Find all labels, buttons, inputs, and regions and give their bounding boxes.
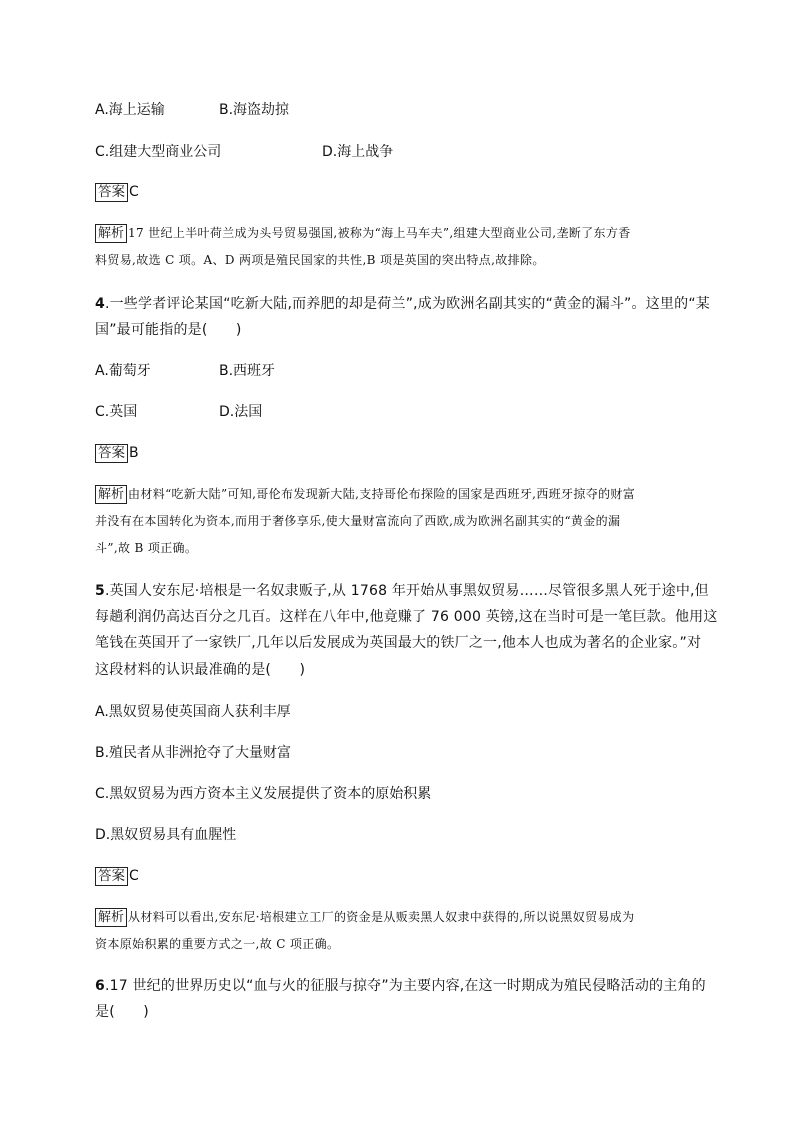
- q3-explanation-line-1: [95, 224, 631, 243]
- q5-stem-line-1: [95, 581, 709, 601]
- explanation-text: 从材料可以看出,安东尼·培根建立工厂的资金是从贩卖黑人奴隶中获得的,所以说黑奴贸易成为: [128, 910, 635, 924]
- q4-option-c: C.英国: [95, 404, 138, 420]
- answer-value: C: [129, 184, 139, 200]
- q5-explanation-line-1: [95, 908, 635, 927]
- q3-option-c: C.组建大型商业公司: [95, 144, 222, 160]
- q4-stem-line-1: [95, 294, 710, 314]
- q4-option-a: A.葡萄牙: [95, 363, 151, 379]
- question-text: .17 世纪的世界历史以“血与火的征服与掠夺”为主要内容,在这一时期成为殖民侵略活动的主角的: [104, 978, 706, 994]
- explanation-label: 解析: [95, 485, 127, 504]
- question-text: .英国人安东尼·培根是一名奴隶贩子,从 1768 年开始从事黑奴贸易……尽管很多黑人死于途中,但: [104, 583, 709, 599]
- explanation-label: 解析: [95, 224, 127, 243]
- q5-option-a: A.黑奴贸易使英国商人获利丰厚: [95, 704, 291, 720]
- answer-value: C: [129, 868, 139, 884]
- question-text: .一些学者评论某国“吃新大陆,而养肥的却是荷兰”,成为欧洲名副其实的“黄金的漏斗”。这里的“某: [104, 296, 710, 312]
- q5-stem-line-3: 笔钱在英国开了一家铁厂,几年以后发展成为英国最大的铁厂之一,他本人也成为著名的企业家。”对: [95, 635, 702, 651]
- q6-stem-line-1: [95, 976, 706, 996]
- q4-explanation-line-3: 斗”,故 B 项正确。: [95, 541, 198, 555]
- q3-option-a: A.海上运输: [95, 102, 165, 118]
- answer-value: B: [129, 445, 139, 461]
- question-number: 5: [95, 583, 105, 599]
- q4-explanation-line-1: [95, 485, 635, 504]
- q4-answer: [95, 443, 139, 463]
- q3-option-b: B.海盗劫掠: [219, 102, 290, 118]
- q5-option-b: B.殖民者从非洲抢夺了大量财富: [95, 745, 292, 761]
- q5-stem-line-4: 这段材料的认识最准确的是( ): [95, 662, 306, 678]
- q5-stem-line-2: 每趟利润仍高达百分之几百。这样在八年中,他竟赚了 76 000 英镑,这在当时可是一笔巨款。他用这: [95, 609, 718, 625]
- explanation-text: 17 世纪上半叶荷兰成为头号贸易强国,被称为“海上马车夫”,组建大型商业公司,垄断了东方香: [128, 226, 631, 240]
- q6-stem-line-2: 是( ): [95, 1004, 149, 1020]
- q5-option-c: C.黑奴贸易为西方资本主义发展提供了资本的原始积累: [95, 786, 432, 802]
- answer-label: 答案: [95, 183, 128, 202]
- q3-explanation-line-2: 料贸易,故选 C 项。A、D 两项是殖民国家的共性,B 项是英国的突出特点,故排除。: [95, 253, 545, 267]
- q5-explanation-line-2: 资本原始积累的重要方式之一,故 C 项正确。: [95, 937, 340, 951]
- explanation-text: 由材料“吃新大陆”可知,哥伦布发现新大陆,支持哥伦布探险的国家是西班牙,西班牙掠夺的财富: [128, 487, 636, 501]
- explanation-label: 解析: [95, 908, 127, 927]
- q5-option-d: D.黑奴贸易具有血腥性: [95, 827, 237, 843]
- q3-answer: [95, 182, 139, 202]
- question-number: 4: [95, 296, 105, 312]
- q4-option-d: D.法国: [219, 404, 263, 420]
- q3-option-d: D.海上战争: [322, 144, 394, 160]
- answer-label: 答案: [95, 444, 128, 463]
- q5-answer: [95, 866, 139, 886]
- q4-stem-line-2: 国”最可能指的是( ): [95, 322, 242, 338]
- question-number: 6: [95, 978, 105, 994]
- answer-label: 答案: [95, 867, 128, 886]
- q4-option-b: B.西班牙: [219, 363, 276, 379]
- q4-explanation-line-2: 并没有在本国转化为资本,而用于奢侈享乐,使大量财富流向了西欧,成为欧洲名副其实的“黄金的漏: [95, 514, 621, 528]
